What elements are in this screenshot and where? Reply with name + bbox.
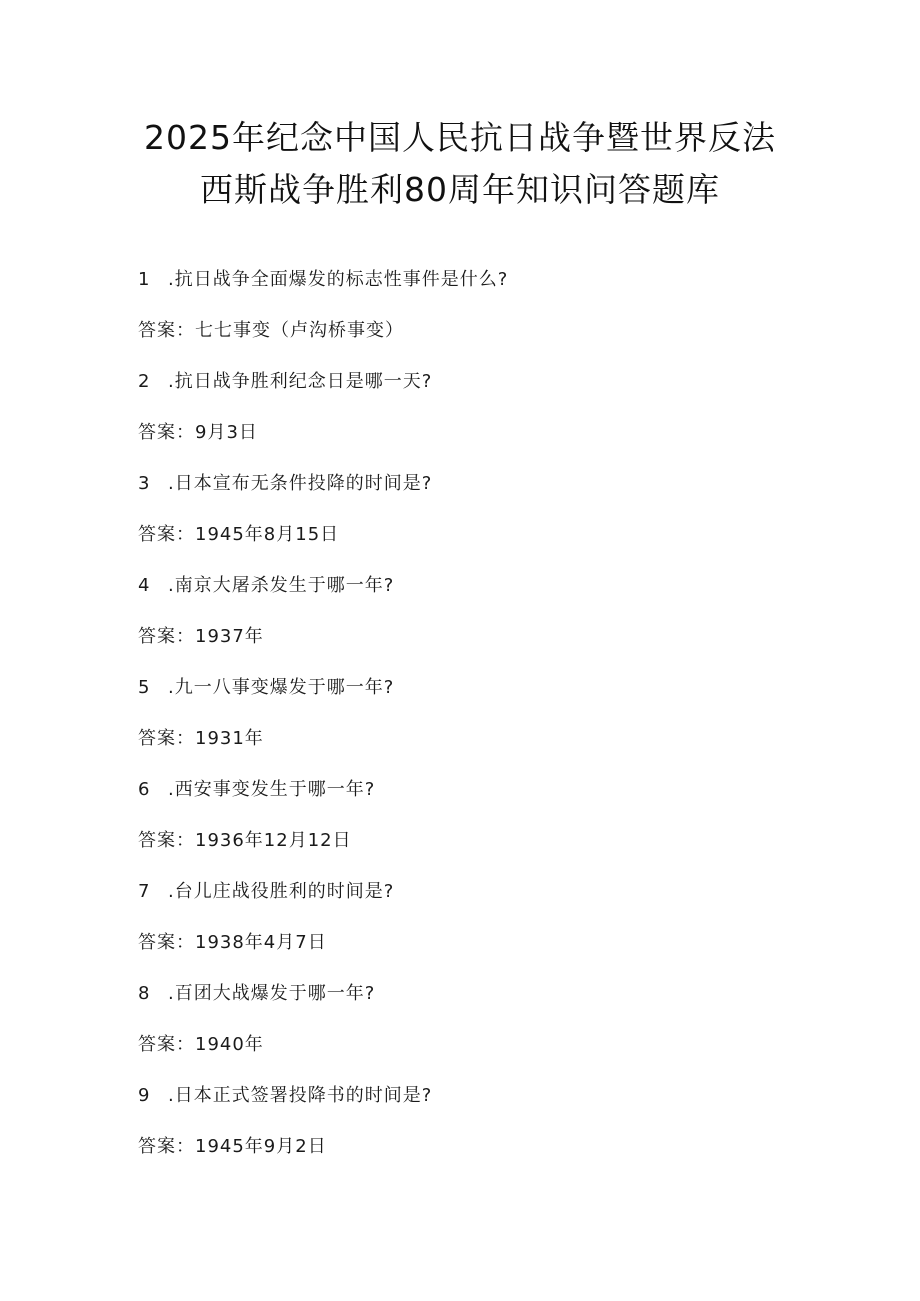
answer-7: 答案：1938年4月7日 bbox=[138, 932, 327, 953]
question-7: 7 .台儿庄战役胜利的时间是? bbox=[138, 881, 395, 902]
document-title bbox=[80, 112, 840, 216]
title-line-1: 2025年纪念中国人民抗日战争暨世界反法 bbox=[144, 118, 776, 157]
question-5: 5 .九一八事变爆发于哪一年? bbox=[138, 677, 395, 698]
question-9: 9 .日本正式签署投降书的时间是? bbox=[138, 1085, 433, 1106]
answer-3: 答案：1945年8月15日 bbox=[138, 524, 340, 545]
qa-list bbox=[138, 268, 838, 1186]
question-8: 8 .百团大战爆发于哪一年? bbox=[138, 983, 376, 1004]
answer-8: 答案：1940年 bbox=[138, 1034, 264, 1055]
title-line-2: 西斯战争胜利80周年知识问答题库 bbox=[200, 170, 720, 209]
answer-1: 答案：七七事变（卢沟桥事变） bbox=[138, 320, 404, 341]
question-4: 4 .南京大屠杀发生于哪一年? bbox=[138, 575, 395, 596]
answer-6: 答案：1936年12月12日 bbox=[138, 830, 352, 851]
answer-5: 答案：1931年 bbox=[138, 728, 264, 749]
answer-4: 答案：1937年 bbox=[138, 626, 264, 647]
answer-2: 答案：9月3日 bbox=[138, 422, 258, 443]
question-2: 2 .抗日战争胜利纪念日是哪一天? bbox=[138, 371, 433, 392]
question-3: 3 .日本宣布无条件投降的时间是? bbox=[138, 473, 433, 494]
question-1: 1 .抗日战争全面爆发的标志性事件是什么? bbox=[138, 269, 509, 290]
question-6: 6 .西安事变发生于哪一年? bbox=[138, 779, 376, 800]
answer-9: 答案：1945年9月2日 bbox=[138, 1136, 327, 1157]
